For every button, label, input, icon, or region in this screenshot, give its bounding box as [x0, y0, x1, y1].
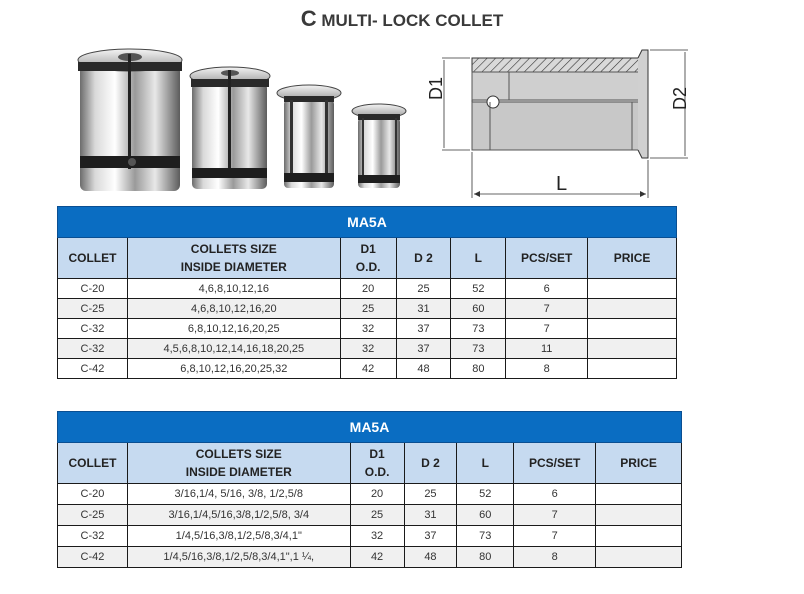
cell-d2: 31	[404, 505, 457, 526]
l-label: L	[556, 173, 568, 195]
collet-c20-photo	[352, 104, 406, 188]
cell-pcs: 7	[514, 526, 596, 547]
cell-sizes: 1/4,5/16,3/8,1/2,5/8,3/4,1",1 ¼,	[127, 547, 350, 568]
header-collet: COLLET	[58, 443, 128, 484]
table-row	[58, 526, 682, 547]
cell-d1: 25	[350, 505, 404, 526]
collet-c25-photo	[277, 85, 341, 188]
table-row	[58, 319, 677, 339]
cell-collet: C-42	[58, 547, 128, 568]
cell-d2: 37	[404, 526, 457, 547]
cell-pcs: 7	[514, 505, 596, 526]
d2-label: D2	[670, 86, 690, 110]
table-band-title: MA5A	[58, 207, 677, 238]
cell-l: 73	[457, 526, 514, 547]
cell-d2: 37	[396, 319, 451, 339]
header-d1: D1 O.D.	[350, 443, 404, 484]
cell-collet: C-25	[58, 299, 128, 319]
cell-price	[596, 505, 682, 526]
cell-d2: 37	[396, 339, 451, 359]
cell-sizes: 6,8,10,12,16,20,25,32	[127, 359, 340, 379]
cell-sizes: 4,6,8,10,12,16	[127, 279, 340, 299]
collets-photo	[62, 38, 417, 198]
cell-price	[596, 547, 682, 568]
header-l: L	[457, 443, 514, 484]
cell-price	[588, 319, 677, 339]
cell-l: 73	[451, 339, 506, 359]
cell-sizes: 1/4,5/16,3/8,1/2,5/8,3/4,1"	[127, 526, 350, 547]
table-row	[58, 299, 677, 319]
collet-drawing	[420, 40, 700, 200]
collet-c42-photo	[78, 49, 182, 191]
table-row	[58, 484, 682, 505]
cell-d1: 32	[340, 339, 396, 359]
cell-collet: C-42	[58, 359, 128, 379]
table-row	[58, 505, 682, 526]
header-d2: D 2	[396, 238, 451, 279]
title-prefix: C	[300, 6, 317, 31]
cell-d1: 32	[350, 526, 404, 547]
cell-sizes: 4,5,6,8,10,12,14,16,18,20,25	[127, 339, 340, 359]
header-price: PRICE	[596, 443, 682, 484]
cell-d1: 42	[340, 359, 396, 379]
cell-d2: 25	[404, 484, 457, 505]
cell-collet: C-20	[58, 484, 128, 505]
d1-label: D1	[426, 76, 446, 100]
metric-collet-table	[57, 206, 677, 379]
table-row	[58, 359, 677, 379]
header-price: PRICE	[588, 238, 677, 279]
header-collets-size: COLLETS SIZE INSIDE DIAMETER	[127, 238, 340, 279]
table-header-row	[58, 238, 677, 279]
cell-d1: 20	[340, 279, 396, 299]
cell-d1: 20	[350, 484, 404, 505]
cell-pcs: 11	[506, 339, 588, 359]
cell-l: 60	[457, 505, 514, 526]
cell-collet: C-32	[58, 319, 128, 339]
header-d1: D1 O.D.	[340, 238, 396, 279]
header-d2: D 2	[404, 443, 457, 484]
cell-price	[588, 279, 677, 299]
cell-collet: C-20	[58, 279, 128, 299]
cell-pcs: 6	[514, 484, 596, 505]
cell-collet: C-32	[58, 339, 128, 359]
cell-d1: 42	[350, 547, 404, 568]
cell-collet: C-25	[58, 505, 128, 526]
table-row	[58, 547, 682, 568]
cell-collet: C-32	[58, 526, 128, 547]
cell-l: 52	[457, 484, 514, 505]
cell-l: 52	[451, 279, 506, 299]
cell-l: 80	[457, 547, 514, 568]
cell-sizes: 3/16,1/4, 5/16, 3/8, 1/2,5/8	[127, 484, 350, 505]
cell-d2: 31	[396, 299, 451, 319]
cell-sizes: 3/16,1/4,5/16,3/8,1/2,5/8, 3/4	[127, 505, 350, 526]
header-l: L	[451, 238, 506, 279]
header-collet: COLLET	[58, 238, 128, 279]
table-header-row	[58, 443, 682, 484]
cell-d2: 25	[396, 279, 451, 299]
cell-price	[588, 339, 677, 359]
header-pcs-set: PCS/SET	[514, 443, 596, 484]
cell-price	[588, 299, 677, 319]
cell-price	[596, 484, 682, 505]
cell-sizes: 4,6,8,10,12,16,20	[127, 299, 340, 319]
table-row	[58, 339, 677, 359]
cell-pcs: 7	[506, 299, 588, 319]
cell-pcs: 7	[506, 319, 588, 339]
page-title	[0, 6, 804, 32]
cell-l: 60	[451, 299, 506, 319]
cell-d2: 48	[404, 547, 457, 568]
header-pcs-set: PCS/SET	[506, 238, 588, 279]
cell-l: 80	[451, 359, 506, 379]
title-text: MULTI- LOCK COLLET	[321, 11, 504, 30]
cell-d2: 48	[396, 359, 451, 379]
cell-pcs: 6	[506, 279, 588, 299]
cell-pcs: 8	[514, 547, 596, 568]
table-row	[58, 279, 677, 299]
inch-collet-table	[57, 411, 682, 568]
cell-d1: 32	[340, 319, 396, 339]
cell-sizes: 6,8,10,12,16,20,25	[127, 319, 340, 339]
header-collets-size: COLLETS SIZE INSIDE DIAMETER	[127, 443, 350, 484]
cell-l: 73	[451, 319, 506, 339]
cell-price	[588, 359, 677, 379]
cell-pcs: 8	[506, 359, 588, 379]
collet-c32-photo	[190, 67, 270, 189]
table-band-title: MA5A	[58, 412, 682, 443]
cell-d1: 25	[340, 299, 396, 319]
cell-price	[596, 526, 682, 547]
